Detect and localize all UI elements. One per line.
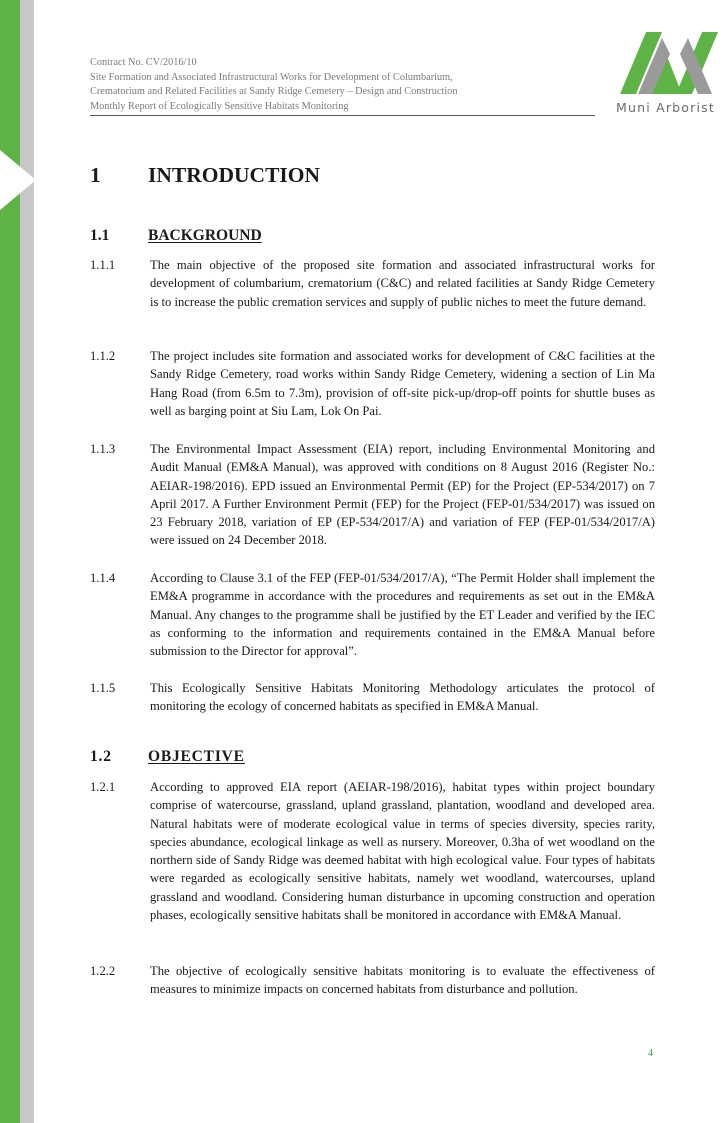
paragraph-number: 1.1.2 bbox=[90, 349, 116, 363]
header-rule bbox=[90, 115, 595, 116]
subsection-title: OBJECTIVE bbox=[148, 748, 245, 765]
section-number: 1 bbox=[90, 163, 101, 187]
paragraph-1-1-5 bbox=[90, 679, 655, 716]
paragraph-number: 1.2.2 bbox=[90, 964, 116, 978]
paragraph-text: This Ecologically Sensitive Habitats Monitoring Methodology articulates the protocol of monitoring the ecology of concerned habitats as specified in EM&A Manual. bbox=[150, 681, 655, 714]
paragraph-text: The main objective of the proposed site formation and associated infrastructural works for development of columbarium, crematorium (C&C) and related facilities at Sandy Ridge Cemetery is to increase the public cremation services and supply of public niches to meet the future demand. bbox=[150, 258, 655, 309]
subsection-number: 1.1 bbox=[90, 227, 110, 244]
subsection-number: 1.2 bbox=[90, 748, 112, 765]
header-report-title: Monthly Report of Ecologically Sensitive Habitats Monitoring bbox=[90, 100, 349, 112]
paragraph-text: According to approved EIA report (AEIAR-198/2016), habitat types within project boundary comprise of watercourse, grassland, upland grassland, plantation, woodland and developed area. Natural habitats were of moderate ecological value in terms of species diversity, species rarity, species abundance, ecological linkage as well as nursery. Moreover, 0.3ha of wet woodland on the northern side of Sandy Ridge was deemed habitat with high ecological value. Four types of habitats were regarded as ecologically sensitive habitats, namely wet woodland, watercourses, upland grassland and woodland. Considering human disturbance in upcoming construction and operation phases, ecologically sensitive habitats shall be monitored in accordance with EM&A Manual. bbox=[150, 780, 655, 923]
paragraph-text: According to Clause 3.1 of the FEP (FEP-01/534/2017/A), “The Permit Holder shall implement the EM&A programme in accordance with the procedures and requirements as set out in the EM&A Manual. Any changes to the programme shall be justified by the ET Leader and verified by the IEC as conforming to the information and requirements contained in the EM&A Manual before submission to the Director for approval”. bbox=[150, 571, 655, 659]
page-number: 4 bbox=[648, 1048, 653, 1059]
header-project-line-2: Crematorium and Related Facilities at Sandy Ridge Cemetery – Design and Construction bbox=[90, 86, 458, 98]
subsection-title: BACKGROUND bbox=[148, 227, 262, 244]
running-header bbox=[90, 56, 595, 114]
paragraph-number: 1.1.3 bbox=[90, 442, 116, 456]
paragraph-number: 1.1.4 bbox=[90, 571, 116, 585]
header-contract-no: Contract No. CV/2016/10 bbox=[90, 57, 197, 68]
paragraph-1-1-1 bbox=[90, 256, 655, 311]
paragraph-1-2-1 bbox=[90, 778, 655, 924]
paragraph-number: 1.1.5 bbox=[90, 681, 116, 695]
paragraph-text: The project includes site formation and associated works for development of C&C facilities at the Sandy Ridge Cemetery, road works within Sandy Ridge Cemetery, widening a section of Lin Ma Hang Road (from 6.5m to 7.3m), provision of off-site pick-up/drop-off points for shuttle buses as well as barging point at Siu Lam, Lok On Pai. bbox=[150, 349, 655, 418]
paragraph-1-1-2 bbox=[90, 347, 655, 420]
paragraph-1-1-3 bbox=[90, 440, 655, 550]
paragraph-number: 1.1.1 bbox=[90, 258, 116, 272]
paragraph-text: The objective of ecologically sensitive habitats monitoring is to evaluate the effectiveness of measures to minimize impacts on concerned habitats from disturbance and pollution. bbox=[150, 964, 655, 997]
paragraph-number: 1.2.1 bbox=[90, 780, 116, 794]
paragraph-1-1-4 bbox=[90, 569, 655, 660]
paragraph-1-2-2 bbox=[90, 962, 655, 999]
header-project-line-1: Site Formation and Associated Infrastructural Works for Development of Columbarium, bbox=[90, 71, 453, 83]
paragraph-text: The Environmental Impact Assessment (EIA) report, including Environmental Monitoring and Audit Manual (EM&A Manual), was approved with conditions on 8 August 2016 (Register No.: AEIAR-198/2016). EPD issued an Environmental Permit (EP) for the Project (EP-534/2017) on 7 April 2017. A Further Environment Permit (FEP) for the Project (FEP-01/534/2017) was issued on 23 February 2018, variation of EP (EP-534/2017/A) and variation of FEP (FEP-01/534/2017/A) were issued on 24 December 2018. bbox=[150, 442, 655, 548]
margin-notch-arrow bbox=[0, 150, 36, 210]
logo-wordmark: Muni Arborist bbox=[616, 100, 715, 115]
section-title: INTRODUCTION bbox=[148, 163, 321, 187]
